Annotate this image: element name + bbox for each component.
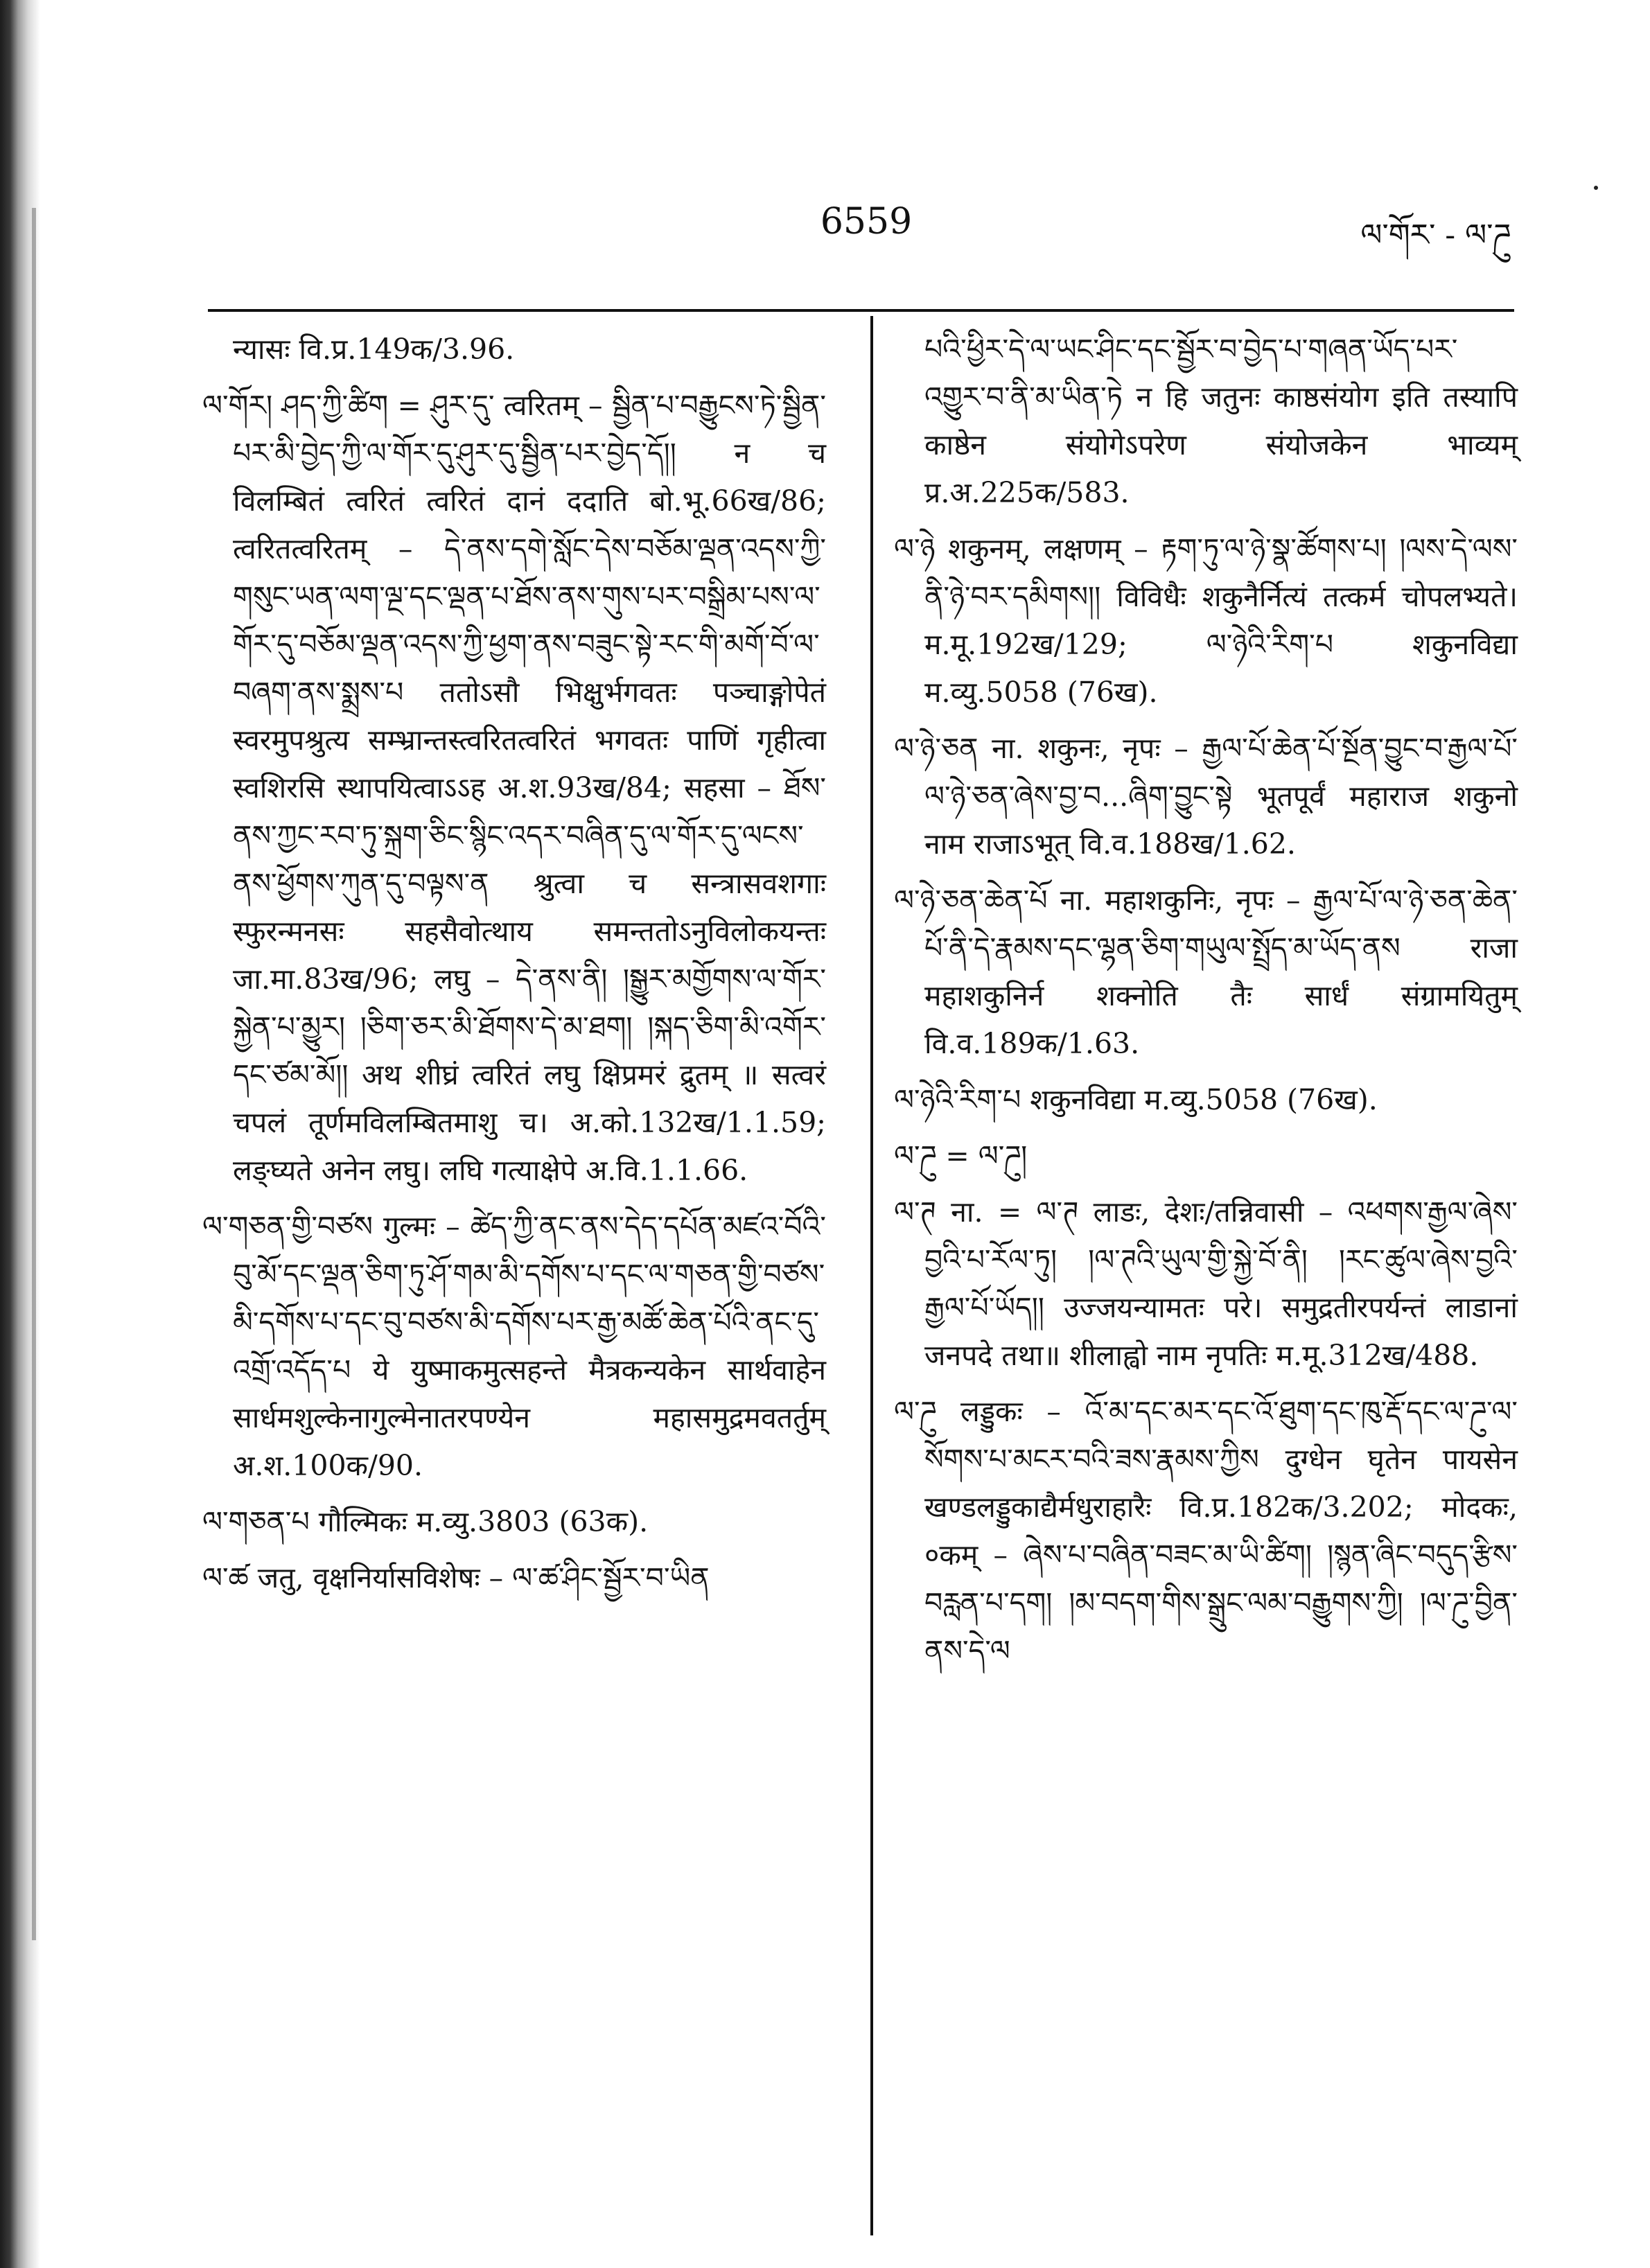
- header-rule: [208, 309, 1514, 312]
- entry-headword: ལ་ཌུ: [894, 1395, 937, 1428]
- entry-headword: ལ་ཉེའི་རིག་པ: [894, 1083, 1021, 1116]
- entry-headword: ལ་གཅན་པ: [202, 1505, 310, 1538]
- right-column: [894, 326, 1518, 1683]
- dictionary-entry: [894, 525, 1518, 717]
- entry-continuation: པའི་ཕྱིར་དེ་ལ་ཡང་ཤིང་དང་སྦྱོར་བ་བྱེད་པ་གཞན་ཡོད་པར་འགྱུར་བ་ནི་མ་ཡིན་ཏེ न हि जतुनः काष्ठसंयोग इति तस्यापि काष्ठेन संयोगेऽपरेण संयोजकेन भाव्यम् प्र.अ.225क/583.: [924, 333, 1518, 509]
- entry-body: लड्डुकः – འོ་མ་དང་མར་དང་འོ་ཐུག་དང་ཁུ་རྡོ་དང་ལ་ཌུ་ལ་སོགས་པ་མངར་བའི་ཟས་རྣམས་ཀྱིས दुग्धेन घृतेन पायसेन खण्डलड्डुकाद्यैर्मधुराहारैः वि.प्र.182क/3.202; मोदकः, ०कम् – ཞེས་པ་བཞིན་བཟང་མ་ཡི་ཚིག། །སྙན་ཞིང་བདུད་རྩིས་བརླན་པ་དག། །མ་བདག་གིས་སྒྲུང་ལམ་བརྒྱུགས་ཀྱི། །ལ་ཌུ་བྱིན་ནས་དེ་ལ: [924, 1395, 1518, 1667]
- dictionary-entry: [202, 1203, 826, 1490]
- dictionary-entry: [894, 1132, 1518, 1180]
- running-head: ལ་གོར་ - ལ་ཌུ: [1360, 218, 1511, 253]
- binding-shadow: [32, 208, 36, 1940]
- entry-headword: ལ་ཊ: [894, 1195, 936, 1229]
- entry-headword: ལ་ཚ: [202, 1561, 249, 1594]
- entry-headword: ལ་ཌུ: [894, 1139, 937, 1172]
- entry-body: शकुनविद्या म.व्यु.5058 (76ख).: [1030, 1083, 1378, 1116]
- entry-body: शकुनम्, लक्षणम् – རྟག་ཏུ་ལ་ཉེ་སྣ་ཚོགས་པ། །ལས་དེ་ལས་ནི་ཉེ་བར་དམིགས།། विविधैः शकुनैर्नित्यं तत्कर्म चोपलभ्यते। म.मू.192ख/129; ལ་ཉེའི་རིག་པ शकुनविद्या म.व्यु.5058 (76ख).: [924, 532, 1518, 709]
- dictionary-entry: [894, 877, 1518, 1068]
- entry-body: गुल्मः – ཚེད་ཀྱི་ནང་ནས་དེད་དཔོན་མཛའ་བོའི་བུ་མོ་དང་ལྡན་ཅིག་ཏུ་ཤོ་གམ་མི་དགོས་པ་དང་ལ་གཅན་གྱི་བཙས་མི་དགོས་པ་དང་བུ་བཙས་མི་དགོས་པར་རྒྱ་མཚོ་ཆེན་པོའི་ནང་དུ་འགྲོ་འདོད་པ ये युष्माकमुत्सहन्ते मैत्रकन्यकेन सार्थवाहेन सार्धमशुल्केनागुल्मेनातरपण्येन महासमुद्रमवतर्तुम् अ.श.100क/90.: [233, 1210, 826, 1482]
- entry-headword: ལ་གོར།: [202, 389, 273, 422]
- page-number: 6559: [820, 201, 913, 243]
- entry-body: ना. शकुनः, नृपः – རྒྱལ་པོ་ཆེན་པོ་སྔོན་བྱུང་བ་རྒྱལ་པོ་ལ་ཉེ་ཅན་ཞེས་བྱ་བ...ཞིག་བྱུང་སྟེ भूतपूर्वं महाराज शकुनो नाम राजाऽभूत् वि.व.188ख/1.62.: [924, 732, 1518, 861]
- dictionary-entry: [894, 1388, 1518, 1675]
- column-divider: [870, 316, 873, 2235]
- entry-body: ना. = ལ་ཊ लाडः, देशः/तन्निवासी – འཕགས་རྒྱལ་ཞེས་བྱའི་པ་རོལ་ཏུ། །ལ་ཊའི་ཡུལ་གྱི་སྐྱེ་བོ་ནི། །རང་ཚུལ་ཞེས་བྱའི་རྒྱལ་པོ་ཡོད།། उज्जयन्यामतः परे। समुद्रतीरपर्यन्तं लाडानां जनपदे तथा॥ शीलाह्वो नाम नृपतिः म.मू.312ख/488.: [924, 1195, 1518, 1372]
- entry-body: गौल्मिकः म.व्यु.3803 (63क).: [318, 1505, 649, 1538]
- entry-headword: ལ་གཅན་གྱི་བཙས: [202, 1210, 373, 1243]
- entry-body: जतु, वृक्षनिर्यासविशेषः – ལ་ཚ་ཤིང་སྦྱོར་བ་ཡིན: [257, 1561, 710, 1594]
- scan-speck: [1594, 186, 1598, 190]
- dictionary-entry: [202, 382, 826, 1195]
- dictionary-entry: [202, 1554, 826, 1602]
- dictionary-entry: [894, 1188, 1518, 1380]
- dictionary-entry: [202, 1498, 826, 1546]
- entry-headword: ལ་ཉེ: [894, 532, 936, 565]
- dictionary-entry: [894, 725, 1518, 868]
- entry-body: ཤད་ཀྱི་ཚིག = ཤུར་དུ་ त्वरितम् – སྦྱིན་པ་བརྒྱུངས་ཏེ་སྦྱིན་པར་མི་བྱེད་ཀྱི་ལ་གོར་དུ་ཤུར་དུ་སྦྱིན་པར་བྱེད་དོ།། न च विलम्बितं त्वरितं त्वरितं दानं ददाति बो.भू.66ख/86; त्वरितत्वरितम् – དེ་ནས་དགེ་སློང་དེས་བཅོམ་ལྡན་འདས་ཀྱི་གསུང་ཡན་ལག་ལྔ་དང་ལྡན་པ་ཐོས་ནས་གུས་པར་བསྒྲིམ་པས་ལ་གོར་དུ་བཅོམ་ལྡན་འདས་ཀྱི་ཕྱག་ནས་བཟུང་སྟེ་རང་གི་མགོ་བོ་ལ་བཞག་ནས་སྨྲས་པ ततोऽसौ भिक्षुर्भगवतः पञ्चाङ्गोपेतं स्वरमुपश्रुत्य सम्भ्रान्तस्त्वरितत्वरितं भगवतः पाणिं गृहीत्वा स्वशिरसि स्थापयित्वाऽऽह अ.श.93ख/84; सहसा – ཐོས་ནས་ཀྱང་རབ་ཏུ་སྐྲག་ཅིང་སྙིང་འདར་བཞིན་དུ་ལ་གོར་དུ་ལངས་ནས་ཕྱོགས་ཀུན་དུ་བལྟས་ན श्रुत्वा च सन्त्रासवशगाः स्फुरन्मनसः सहसैवोत्थाय समन्ततोऽनुविलोकयन्तः जा.मा.83ख/96; लघु – དེ་ནས་ནི། །སྒྱུར་མགྱོགས་ལ་གོར་སྐྱེན་པ་མྱུར། །ཅིག་ཅར་མི་ཐོགས་དེ་མ་ཐག། །སྐད་ཅིག་མི་འགོར་དང་ཙམ་མོ།། अथ शीघ्रं त्वरितं लघु क्षिप्रमरं द्रुतम् ॥ सत्वरं चपलं तूर्णमविलम्बितमाशु च। अ.को.132ख/1.1.59; लङ्घ्यते अनेन लघु। लघि गत्याक्षेपे अ.वि.1.1.66.: [233, 389, 826, 1187]
- entry-continuation: न्यासः वि.प्र.149क/3.96.: [233, 333, 515, 366]
- entry-body: ना. महाशकुनिः, नृपः – རྒྱལ་པོ་ལ་ཉེ་ཅན་ཆེན་པོ་ནི་དེ་རྣམས་དང་ལྷན་ཅིག་གཡུལ་སྤྲོད་མ་ཡོད་ནས राजा महाशकुनिर्न शक्नोति तैः सार्धं संग्रामयितुम् वि.व.189क/1.63.: [924, 884, 1518, 1060]
- dictionary-entry: [894, 1076, 1518, 1124]
- entry-headword: ལ་ཉེ་ཅན་ཆེན་པོ: [894, 884, 1048, 917]
- left-column: [202, 326, 826, 1610]
- entry-headword: ལ་ཉེ་ཅན: [894, 732, 978, 765]
- entry-body: = ལ་ཌུ།: [945, 1139, 1028, 1172]
